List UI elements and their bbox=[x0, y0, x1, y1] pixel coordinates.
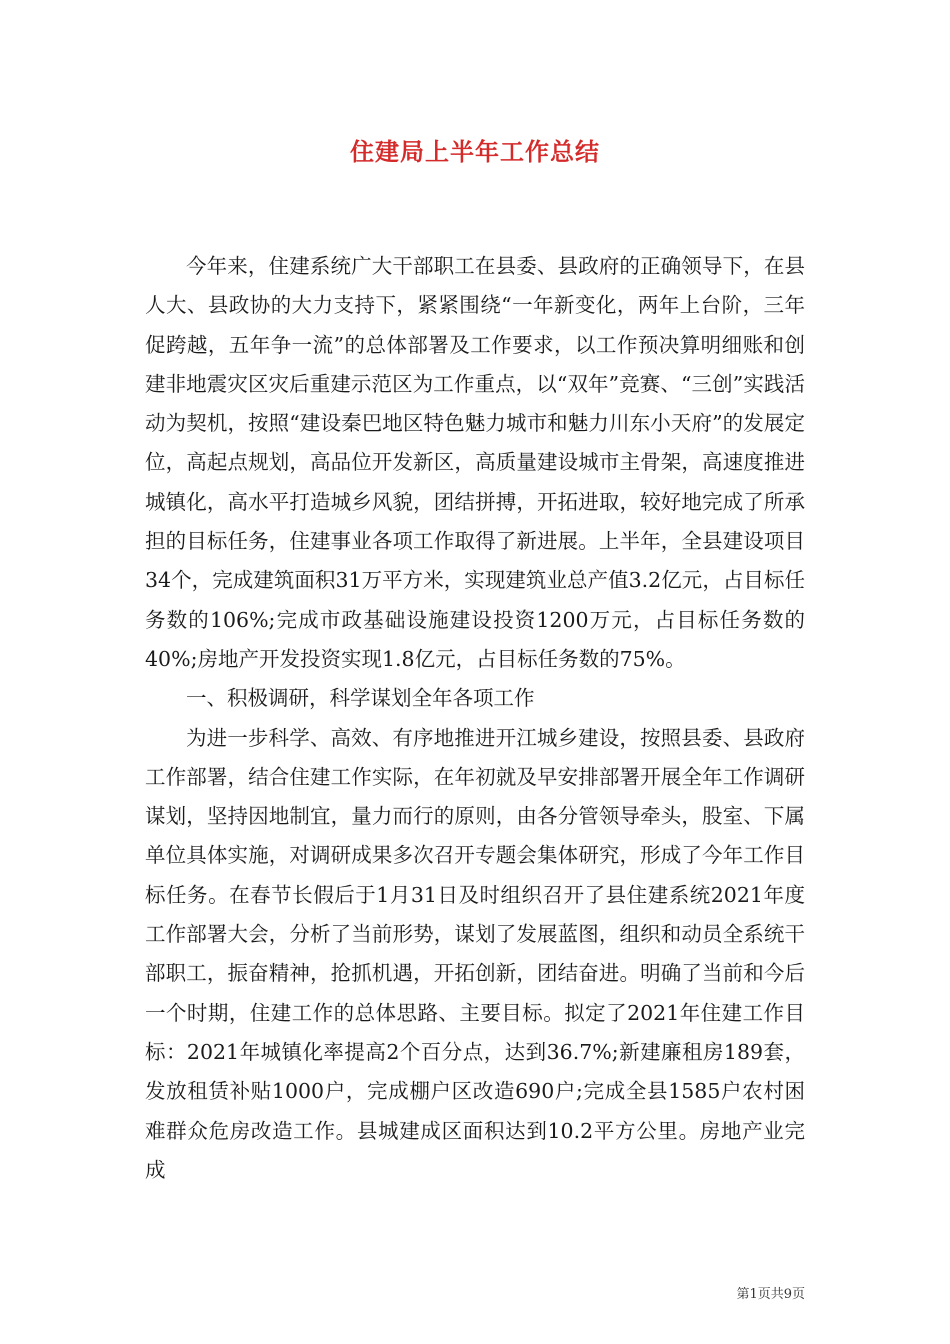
section-heading-1: 一、积极调研，科学谋划全年各项工作 bbox=[186, 686, 535, 711]
document-body bbox=[145, 247, 805, 1190]
paragraph-intro: 今年来，住建系统广大干部职工在县委、县政府的正确领导下，在县人大、县政协的大力支持下，紧紧围绕“一年新变化，两年上台阶，三年促跨越，五年争一流”的总体部署及工作要求，以工作预决算明细账和创建非地震灾区灾后重建示范区为工作重点，以“双年”竞赛、“三创”实践活动为契机，按照“建设秦巴地区特色魅力城市和魅力川东小天府”的发展定位，高起点规划，高品位开发新区，高质量建设城市主骨架，高速度推进城镇化，高水平打造城乡风貌，团结拼搏，开拓进取，较好地完成了所承担的目标任务，住建事业各项工作取得了新进展。上半年，全县建设项目34个，完成建筑面积31万平方米，实现建筑业总产值3.2亿元，占目标任务数的106%;完成市政基础设施建设投资1200万元，占目标任务数的40%;房地产开发投资实现1.8亿元，占目标任务数的75%。 bbox=[145, 254, 805, 671]
page-number-footer: 第1页共9页 bbox=[736, 1287, 805, 1302]
paragraph-section-1: 为进一步科学、高效、有序地推进开江城乡建设，按照县委、县政府工作部署，结合住建工作实际，在年初就及早安排部署开展全年工作调研谋划，坚持因地制宜，量力而行的原则，由各分管领导牵头，股室、下属单位具体实施，对调研成果多次召开专题会集体研究，形成了今年工作目标任务。在春节长假后于1月31日及时组织召开了县住建系统2021年度工作部署大会，分析了当前形势，谋划了发展蓝图，组织和动员全系统干部职工，振奋精神，抢抓机遇，开拓创新，团结奋进。明确了当前和今后一个时期，住建工作的总体思路、主要目标。拟定了2021年住建工作目标：2021年城镇化率提高2个百分点，达到36.7%;新建廉租房189套，发放租赁补贴1000户，完成棚户区改造690户;完成全县1585户农村困难群众危房改造工作。县城建成区面积达到10.2平方公里。房地产业完成 bbox=[145, 725, 805, 1182]
document-title: 住建局上半年工作总结 bbox=[350, 137, 600, 166]
